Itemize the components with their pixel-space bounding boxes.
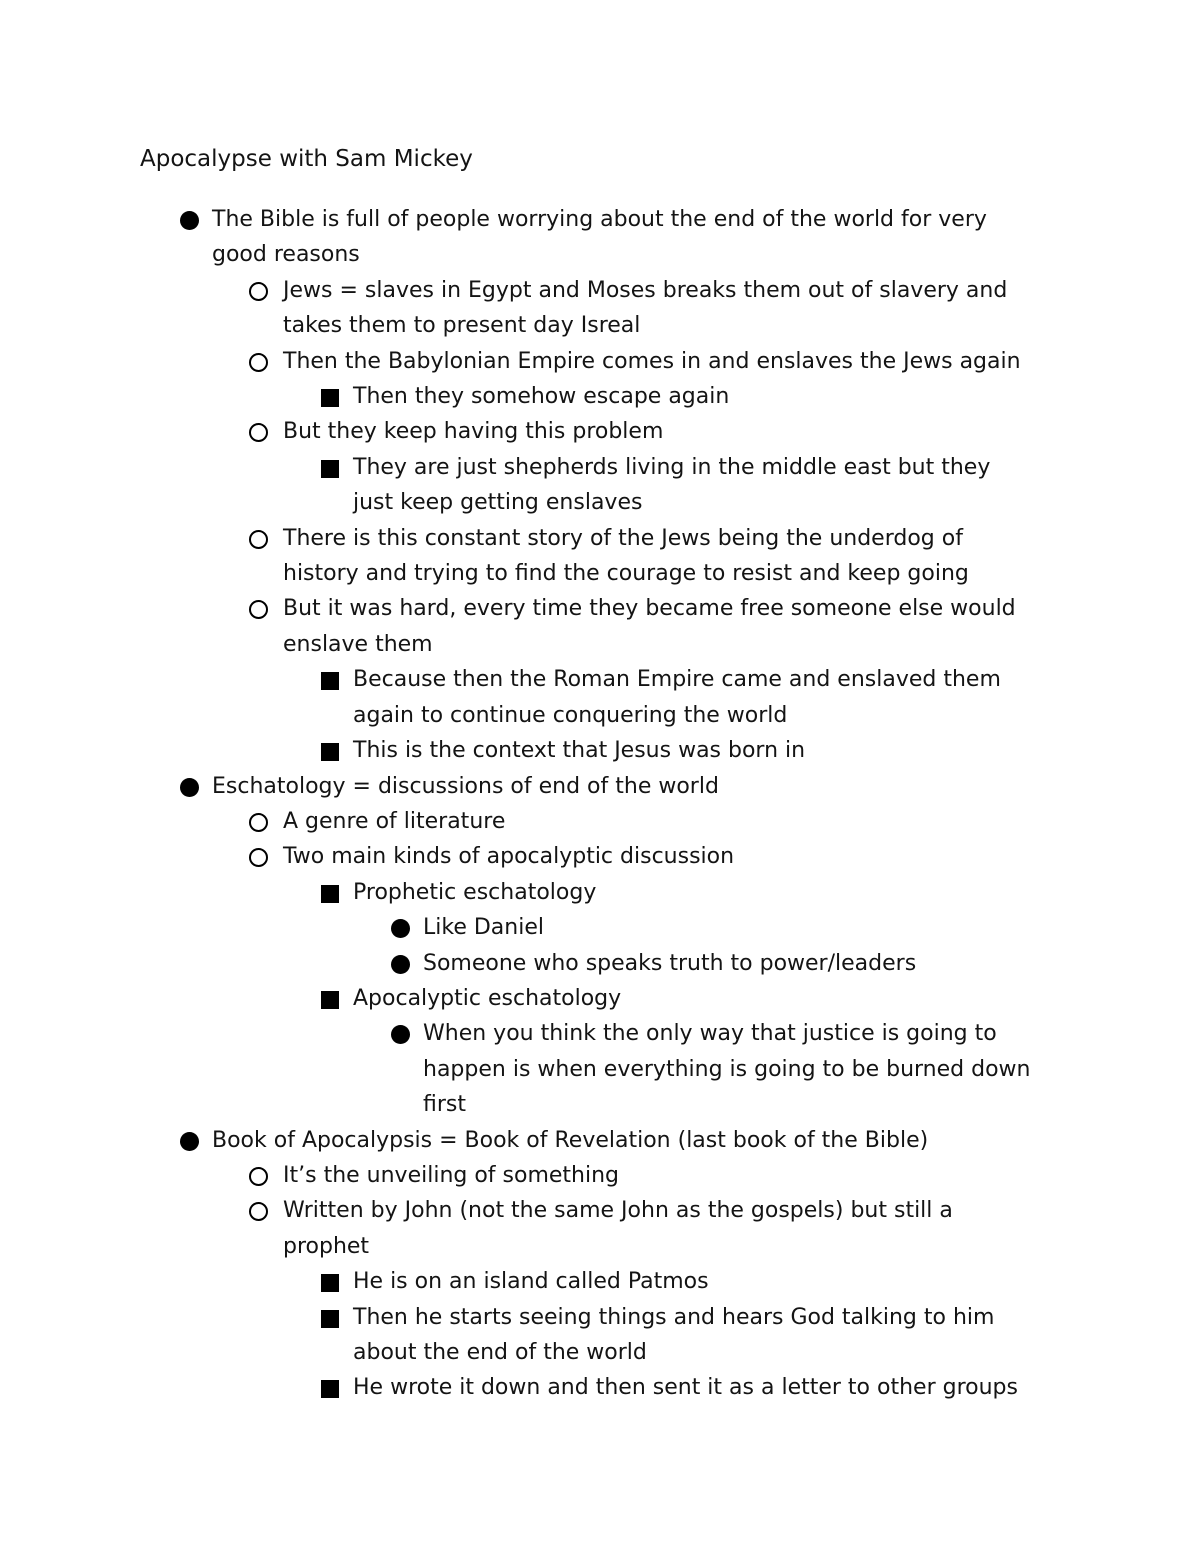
- filled-square-bullet-icon: [321, 1274, 339, 1292]
- outline-item-text: Jews = slaves in Egypt and Moses breaks them out of slavery and: [283, 277, 1008, 303]
- outline-item-level-3: [0, 450, 1200, 521]
- outline-item-level-3: [0, 733, 1200, 768]
- outline-item-text: There is this constant story of the Jews being the underdog of: [283, 525, 963, 551]
- outline-item-text: Written by John (not the same John as the gospels) but still a: [283, 1198, 953, 1224]
- filled-circle-bullet-icon: [180, 211, 199, 230]
- outline-item-text: He wrote it down and then sent it as a letter to other groups: [353, 1375, 1018, 1401]
- hollow-circle-bullet-icon: [249, 813, 268, 832]
- outline-item-text: Then they somehow escape again: [353, 384, 730, 410]
- outline-item-text: They are just shepherds living in the middle east but they: [353, 454, 991, 480]
- filled-circle-bullet-icon: [391, 919, 410, 938]
- hollow-circle-bullet-icon: [249, 600, 268, 619]
- outline-item-text: A genre of literature: [283, 808, 506, 834]
- outline-item-text: about the end of the world: [353, 1340, 647, 1365]
- filled-square-bullet-icon: [321, 1310, 339, 1328]
- outline-item-level-4: [0, 910, 1200, 945]
- outline-item-level-2: [0, 804, 1200, 839]
- outline-item-text: Then the Babylonian Empire comes in and enslaves the Jews again: [283, 348, 1021, 374]
- outline-item-level-4: [0, 1016, 1200, 1122]
- hollow-circle-bullet-icon: [249, 1202, 268, 1221]
- outline-item-level-3: [0, 379, 1200, 414]
- filled-circle-bullet-icon: [180, 778, 199, 797]
- outline-item-text: Because then the Roman Empire came and enslaved them: [353, 667, 1001, 693]
- outline-item-level-2: [0, 414, 1200, 449]
- outline-item-level-1: [0, 1123, 1200, 1158]
- outline-item-level-2: [0, 344, 1200, 379]
- outline-item-level-3: [0, 1300, 1200, 1371]
- outline-item-level-3: [0, 1370, 1200, 1405]
- outline-item-text: It’s the unveiling of something: [283, 1162, 620, 1188]
- outline-item-text: Two main kinds of apocalyptic discussion: [283, 844, 735, 870]
- outline-item-text: good reasons: [212, 242, 360, 268]
- outline-item-text: But it was hard, every time they became free someone else would: [283, 596, 1016, 622]
- outline-item-text: enslave them: [283, 631, 433, 657]
- outline-item-text: again to continue conquering the world: [353, 702, 788, 728]
- outline-item-text: Someone who speaks truth to power/leaders: [423, 950, 917, 976]
- outline-item-text: When you think the only way that justice is going to: [423, 1021, 997, 1047]
- outline-item-text: prophet: [283, 1233, 370, 1259]
- outline-item-text: This is the context that Jesus was born in: [353, 738, 806, 764]
- outline-item-text: Apocalyptic eschatology: [353, 985, 622, 1011]
- outline-item-level-3: [0, 662, 1200, 733]
- hollow-circle-bullet-icon: [249, 530, 268, 549]
- outline-item-level-3: [0, 1264, 1200, 1299]
- hollow-circle-bullet-icon: [249, 282, 268, 301]
- outline-item-level-3: [0, 875, 1200, 910]
- outline-item-level-1: [0, 202, 1200, 273]
- filled-circle-bullet-icon: [391, 955, 410, 974]
- outline-item-level-2: [0, 273, 1200, 344]
- filled-square-bullet-icon: [321, 991, 339, 1009]
- outline-item-text: just keep getting enslaves: [353, 490, 643, 516]
- outline-item-text: Eschatology = discussions of end of the world: [212, 773, 719, 799]
- outline-item-level-2: [0, 591, 1200, 662]
- filled-square-bullet-icon: [321, 1380, 339, 1398]
- outline-item-text: But they keep having this problem: [283, 419, 664, 445]
- outline-item-text: He is on an island called Patmos: [353, 1269, 709, 1295]
- hollow-circle-bullet-icon: [249, 1167, 268, 1186]
- hollow-circle-bullet-icon: [249, 423, 268, 442]
- document-title: Apocalypse with Sam Mickey: [140, 146, 473, 172]
- filled-circle-bullet-icon: [391, 1025, 410, 1044]
- outline-item-text: Book of Apocalypsis = Book of Revelation (last book of the Bible): [212, 1127, 929, 1153]
- filled-square-bullet-icon: [321, 885, 339, 903]
- bulleted-outline: [0, 202, 1200, 1406]
- outline-item-level-1: [0, 769, 1200, 804]
- outline-item-text: Then he starts seeing things and hears God talking to him: [353, 1304, 995, 1330]
- outline-item-text: Prophetic eschatology: [353, 879, 597, 905]
- filled-square-bullet-icon: [321, 389, 339, 407]
- hollow-circle-bullet-icon: [249, 848, 268, 867]
- filled-square-bullet-icon: [321, 460, 339, 478]
- outline-item-text: Like Daniel: [423, 915, 544, 941]
- outline-item-level-4: [0, 946, 1200, 981]
- outline-item-level-2: [0, 1193, 1200, 1264]
- outline-item-text: first: [423, 1092, 466, 1118]
- outline-item-level-3: [0, 981, 1200, 1016]
- outline-item-level-2: [0, 521, 1200, 592]
- outline-item-text: history and trying to find the courage to resist and keep going: [283, 561, 969, 587]
- filled-square-bullet-icon: [321, 743, 339, 761]
- filled-circle-bullet-icon: [180, 1132, 199, 1151]
- outline-item-level-2: [0, 1158, 1200, 1193]
- hollow-circle-bullet-icon: [249, 353, 268, 372]
- outline-item-text: The Bible is full of people worrying about the end of the world for very: [212, 207, 987, 232]
- outline-item-text: happen is when everything is going to be burned down: [423, 1056, 1031, 1082]
- outline-item-text: takes them to present day Isreal: [283, 313, 641, 339]
- outline-item-level-2: [0, 839, 1200, 874]
- filled-square-bullet-icon: [321, 672, 339, 690]
